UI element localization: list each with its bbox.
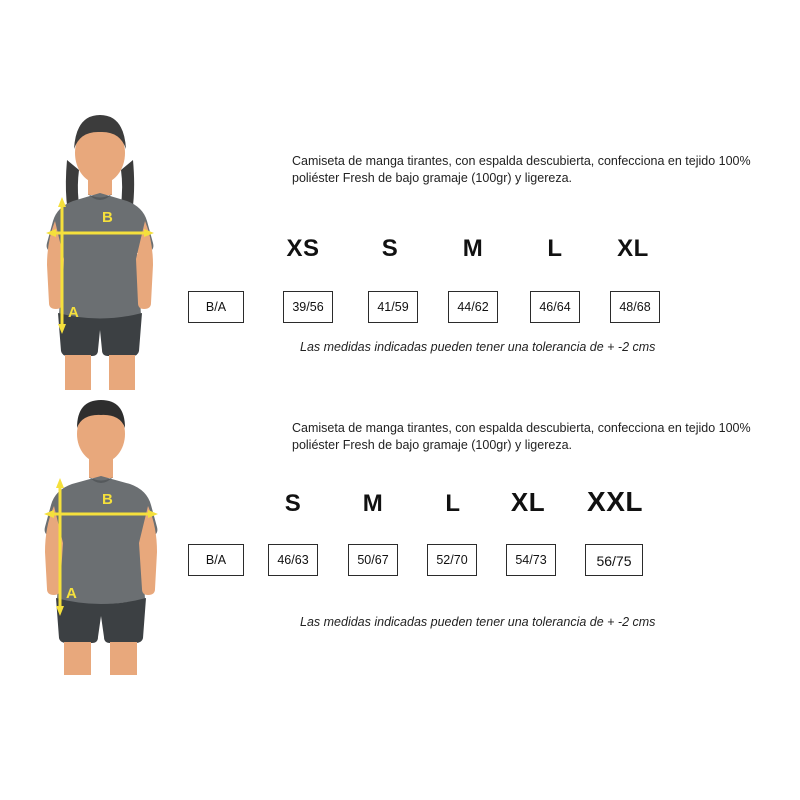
- value-l: 46/64: [530, 291, 580, 323]
- marker-b-label: B: [102, 491, 113, 508]
- size-header-xl: XL: [617, 235, 649, 262]
- value-xl: 48/68: [610, 291, 660, 323]
- value-m: 44/62: [448, 291, 498, 323]
- size-header-s: S: [284, 490, 302, 517]
- man-tshirt-illustration: [10, 390, 190, 675]
- size-value-row: [180, 524, 790, 569]
- size-header-m: M: [362, 490, 384, 517]
- marker-a-label: A: [66, 585, 77, 602]
- row-label-ba: B/A: [188, 291, 244, 323]
- size-header-xs: XS: [286, 235, 320, 262]
- tolerance-note: Las medidas indicadas pueden tener una tolerancia de + -2 cms: [300, 615, 656, 629]
- size-header-l: L: [445, 490, 461, 517]
- size-header-xl: XL: [510, 487, 546, 517]
- value-l: 52/70: [427, 544, 477, 576]
- value-xl: 54/73: [506, 544, 556, 576]
- size-header-s: S: [381, 235, 399, 262]
- size-table-women: [180, 223, 790, 314]
- tolerance-note: Las medidas indicadas pueden tener una tolerancia de + -2 cms: [300, 340, 656, 354]
- size-header-row: [180, 223, 790, 263]
- value-s: 41/59: [368, 291, 418, 323]
- row-label-ba: B/A: [188, 544, 244, 576]
- size-header-xxl: XXL: [587, 486, 643, 517]
- woman-tshirt-illustration: [10, 105, 190, 390]
- size-header-m: M: [462, 235, 484, 262]
- value-xxl: 56/75: [585, 544, 643, 576]
- value-xs: 39/56: [283, 291, 333, 323]
- size-table-men: [180, 478, 790, 569]
- marker-b-label: B: [102, 209, 113, 226]
- panel-women: [0, 105, 800, 390]
- product-description: Camiseta de manga tirantes, con espalda descubierta, confecciona en tejido 100% poliéster Fresh de bajo gramaje (100gr) y ligereza.: [292, 154, 751, 186]
- size-header-row: [180, 478, 790, 518]
- size-value-row: [180, 269, 790, 314]
- size-header-l: L: [547, 235, 563, 262]
- panel-men: [0, 390, 800, 675]
- product-description: Camiseta de manga tirantes, con espalda descubierta, confecciona en tejido 100% poliéster Fresh de bajo gramaje (100gr) y ligereza.: [292, 421, 751, 453]
- marker-a-label: A: [68, 304, 79, 321]
- value-m: 50/67: [348, 544, 398, 576]
- value-s: 46/63: [268, 544, 318, 576]
